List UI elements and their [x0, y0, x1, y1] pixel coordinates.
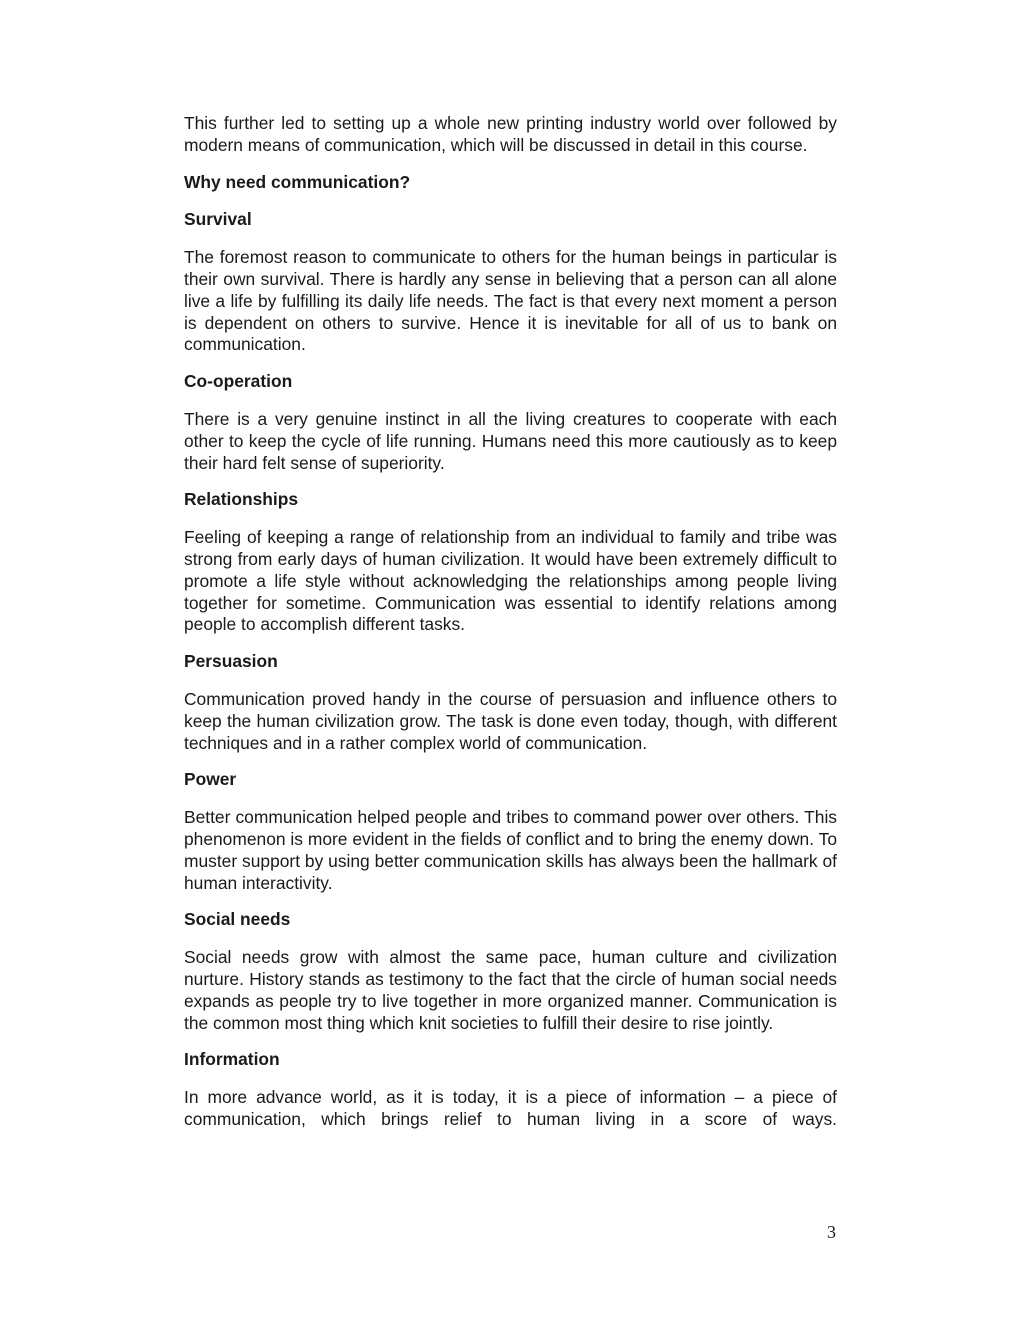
- section-body: There is a very genuine instinct in all the living creatures to cooperate with each other to keep the cycle of life running. Humans need this more cautiously as to keep their hard felt sense of superiority.: [184, 408, 837, 473]
- section-body: Better communication helped people and tribes to command power over others. This phenomenon is more evident in the fields of conflict and to bring the enemy down. To muster support by using better communication skills has always been the hallmark of human interactivity.: [184, 807, 837, 893]
- section-heading: Relationships: [184, 489, 299, 510]
- section-survival: [184, 209, 837, 356]
- intro-paragraph: This further led to setting up a whole new printing industry world over followed by modern means of communication, which will be discussed in detail in this course.: [184, 113, 837, 155]
- section-body: Social needs grow with almost the same pace, human culture and civilization nurture. History stands as testimony to the fact that the circle of human social needs expands as people try to live together in more organized manner. Communication is the common most thing which knit societies to fulfill their desire to rise jointly.: [184, 947, 837, 1033]
- section-power: [184, 769, 837, 894]
- section-co-operation: [184, 371, 837, 474]
- section-body: The foremost reason to communicate to others for the human beings in particular is their own survival. There is hardly any sense in believing that a person can all alone live a life by fulfilling its daily life needs. The fact is that every next moment a person is dependent on others to survive. Hence it is inevitable for all of us to bank on communication.: [184, 247, 837, 355]
- section-heading: Social needs: [184, 909, 291, 930]
- page-number: 3: [827, 1222, 836, 1242]
- section-heading: Power: [184, 769, 237, 790]
- section-persuasion: [184, 651, 837, 754]
- section-body: Communication proved handy in the course of persuasion and influence others to keep the human civilization grow. The task is done even today, though, with different techniques and in a rather complex world of communication.: [184, 688, 837, 753]
- document-page: [184, 113, 837, 1146]
- section-heading: Persuasion: [184, 651, 278, 672]
- section-body: In more advance world, as it is today, it is a piece of information – a piece of communication, which brings relief to human living in a score of ways.: [184, 1087, 837, 1129]
- section-body: Feeling of keeping a range of relationship from an individual to family and tribe was strong from early days of human civilization. It would have been extremely difficult to promote a life style without acknowledging the relationships among people living together for sometime. Communication was essential to identify relations among people to accomplish different tasks.: [184, 527, 837, 635]
- section-social-needs: [184, 909, 837, 1034]
- section-heading: Information: [184, 1049, 280, 1070]
- section-heading: Co-operation: [184, 371, 293, 392]
- main-heading: Why need communication?: [184, 171, 411, 192]
- section-relationships: [184, 489, 837, 636]
- section-information: [184, 1049, 837, 1130]
- section-heading: Survival: [184, 209, 252, 230]
